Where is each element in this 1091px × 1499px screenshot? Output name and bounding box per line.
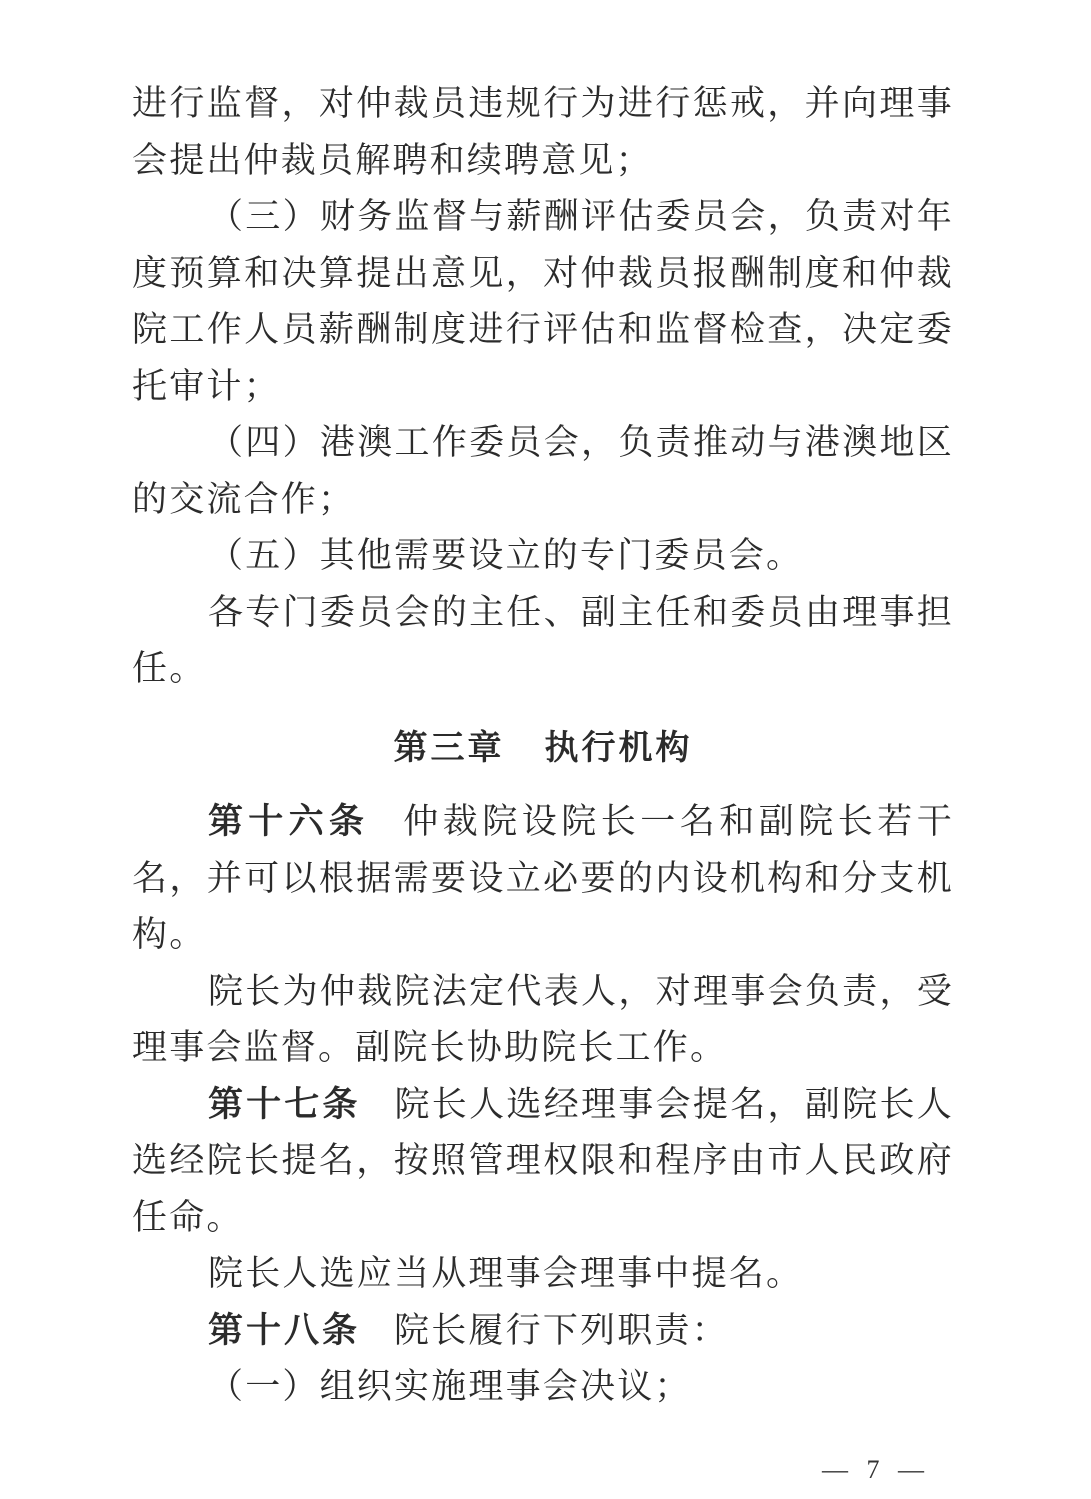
chapter-heading <box>132 720 954 777</box>
article-18-item-1: （一）组织实施理事会决议； <box>208 1367 692 1407</box>
article-17 <box>132 1077 954 1247</box>
article-16-label: 第十六条 <box>208 802 370 842</box>
article-18 <box>132 1303 954 1360</box>
article-17-paragraph-2: 院长人选应当从理事会理事中提名。 <box>208 1254 804 1294</box>
paragraph-item-4: （四）港澳工作委员会，负责推动与港澳地区的交流合作； <box>132 423 954 520</box>
article-18-label: 第十八条 <box>208 1310 361 1351</box>
paragraph-committee-members: 各专门委员会的主任、副主任和委员由理事担任。 <box>132 592 954 689</box>
chapter-title: 执行机构 <box>544 727 693 768</box>
paragraph-item-3: （三）财务监督与薪酬评估委员会，负责对年度预算和决算提出意见，对仲裁员报酬制度和仲裁院工作人员薪酬制度进行评估和监督检查，决定委托审计； <box>132 197 954 407</box>
article-16 <box>132 794 954 964</box>
article-16-text: 仲裁院设院长一名和副院长若干名，并可以根据需要设立必要的内设机构和分支机构。 <box>132 802 954 955</box>
chapter-number: 第三章 <box>393 727 505 768</box>
paragraph-continuation: 进行监督，对仲裁员违规行为进行惩戒，并向理事会提出仲裁员解聘和续聘意见； <box>132 84 954 181</box>
page-number: — 7 — <box>822 1455 930 1484</box>
paragraph-item-5: （五）其他需要设立的专门委员会。 <box>208 536 804 576</box>
article-17-label: 第十七条 <box>208 1084 361 1125</box>
article-16-paragraph-2: 院长为仲裁院法定代表人，对理事会负责，受理事会监督。副院长协助院长工作。 <box>132 971 954 1068</box>
article-18-text: 院长履行下列职责： <box>394 1310 729 1351</box>
document-body <box>132 76 954 1416</box>
article-17-text: 院长人选经理事会提名，副院长人选经院长提名，按照管理权限和程序由市人民政府任命。 <box>132 1084 954 1238</box>
